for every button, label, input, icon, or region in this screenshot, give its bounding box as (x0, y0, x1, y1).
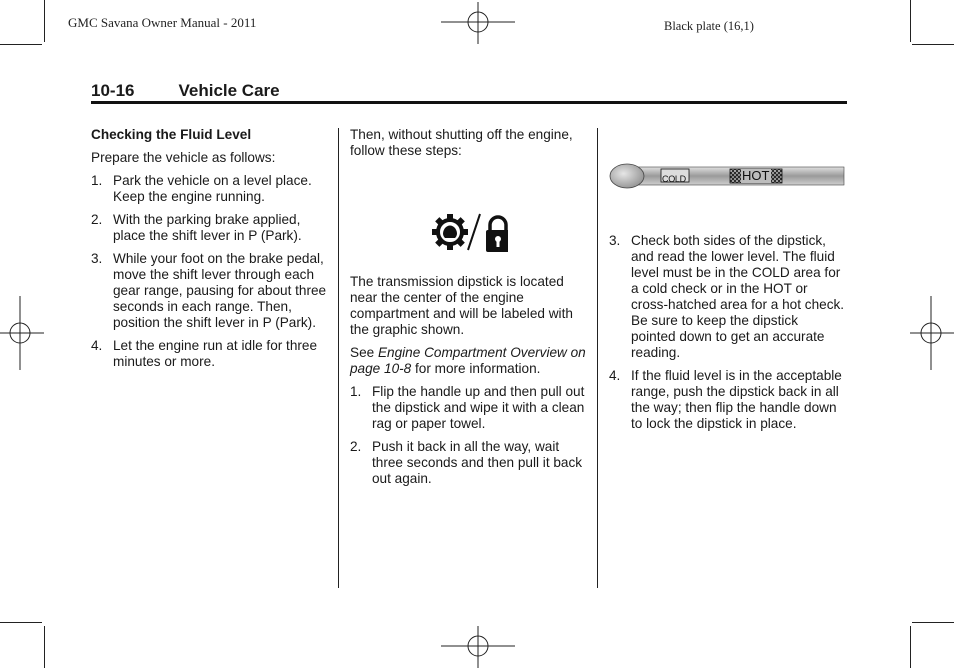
step-text: Let the engine run at idle for three minutes or more. (113, 338, 318, 369)
step-number: 4. (91, 338, 103, 353)
step-text: Park the vehicle on a level place. Keep the engine running. (113, 173, 312, 204)
see-prefix: See (350, 345, 378, 360)
registration-mark-icon (441, 622, 515, 668)
list-item (350, 439, 588, 487)
step-text: If the fluid level is in the acceptable range, push the dipstick back in all the way; then flip the handle down to lock the dipstick in place. (631, 368, 842, 431)
see-suffix: for more information. (411, 361, 541, 376)
crop-mark (0, 622, 42, 623)
crop-mark (912, 44, 954, 45)
dipstick-location-text: The transmission dipstick is located near the center of the engine compartment and will be labeled with the graphic shown. (350, 274, 573, 337)
step-number: 2. (350, 439, 362, 454)
cold-label: COLD (662, 174, 686, 184)
section-title: Vehicle Care (178, 81, 280, 100)
step-number: 3. (91, 251, 103, 266)
list-item (609, 233, 845, 361)
step-list (350, 384, 588, 487)
step-number: 2. (91, 212, 103, 227)
list-item (91, 173, 331, 205)
intro-text: Prepare the vehicle as follows: (91, 150, 276, 165)
header-rule (91, 101, 847, 104)
reference-link[interactable]: Engine Compartment Overview on page 10-8 (350, 345, 586, 376)
column-divider (338, 128, 339, 588)
plate-label: Black plate (16,1) (664, 19, 754, 33)
step-text: While your foot on the brake pedal, move the shift lever through each gear range, pausing for about three seconds in each range. Then, position the shift lever in P (Park). (113, 251, 327, 330)
step-number: 1. (350, 384, 362, 399)
registration-mark-icon (0, 296, 44, 370)
step-list (91, 173, 331, 370)
column-3 (609, 127, 845, 439)
crop-mark (0, 44, 42, 45)
crop-mark (912, 622, 954, 623)
column-divider (597, 128, 598, 588)
list-item (609, 368, 845, 432)
see-reference (350, 345, 588, 377)
registration-mark-icon (910, 296, 954, 370)
column-1 (91, 127, 331, 377)
crop-mark (910, 0, 911, 42)
list-item (91, 338, 331, 370)
dipstick-illustration (609, 127, 845, 233)
step-text: Push it back in all the way, wait three seconds and then pull it back out again. (372, 439, 583, 486)
step-number: 1. (91, 173, 103, 188)
registration-mark-icon (441, 2, 515, 46)
list-item (91, 212, 331, 244)
page-header (91, 81, 280, 101)
crop-mark (910, 626, 911, 668)
section-heading: Checking the Fluid Level (91, 127, 252, 142)
hot-label: HOT (742, 168, 770, 183)
step-number: 4. (609, 368, 621, 383)
list-item (350, 384, 588, 432)
list-item (91, 251, 331, 331)
transmission-fluid-icon (350, 166, 588, 274)
column-2 (350, 127, 588, 494)
step-text: Check both sides of the dipstick, and read the lower level. The fluid level must be in the COLD area for a cold check or in the HOT or cross-hatched area for a hot check. Be sure to keep the dipstick pointed down to get an accurate reading. (631, 233, 845, 360)
page-number: 10-16 (91, 81, 135, 100)
document-title: GMC Savana Owner Manual - 2011 (68, 15, 257, 30)
intro-text: Then, without shutting off the engine, follow these steps: (350, 127, 573, 158)
crop-mark (44, 0, 45, 42)
step-list (609, 233, 845, 432)
crop-mark (44, 626, 45, 668)
step-text: With the parking brake applied, place the shift lever in P (Park). (113, 212, 302, 243)
step-text: Flip the handle up and then pull out the dipstick and wipe it with a clean rag or paper towel. (372, 384, 585, 431)
step-number: 3. (609, 233, 621, 248)
